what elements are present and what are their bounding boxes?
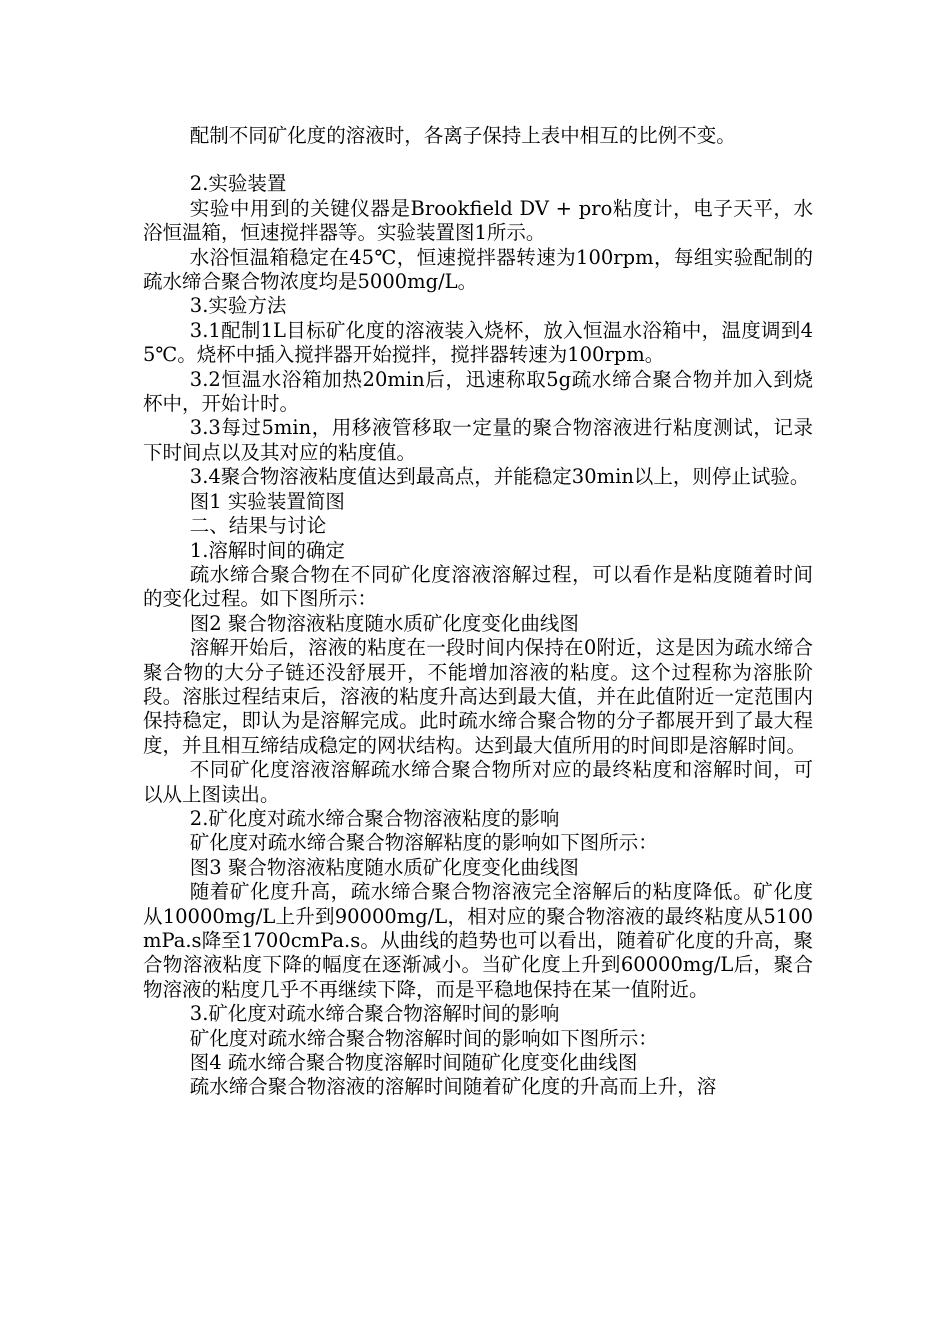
figure-caption: 图2 聚合物溶液粘度随水质矿化度变化曲线图 bbox=[189, 611, 579, 635]
paragraph: 实验中用到的关键仪器是Brookfield DV + pro粘度计，电子天平，水浴恒温箱，恒速搅拌器等。实验装置图1所示。 bbox=[143, 196, 813, 245]
figure-caption: 图1 实验装置简图 bbox=[189, 489, 345, 513]
paragraph-intro: 配制不同矿化度的溶液时，各离子保持上表中相互的比例不变。 bbox=[189, 124, 736, 147]
paragraph: 3.4聚合物溶液粘度值达到最高点，并能稳定30min以上，则停止试验。 bbox=[189, 465, 810, 489]
paragraph: 3.1配制1L目标矿化度的溶液装入烧杯，放入恒温水浴箱中，温度调到45℃。烧杯中插入搅拌器开始搅拌，搅拌器转速为100rpm。 bbox=[143, 318, 813, 367]
figure-caption: 图4 疏水缔合聚合物度溶解时间随矿化度变化曲线图 bbox=[189, 1051, 638, 1075]
document-body bbox=[143, 124, 813, 1100]
paragraph: 溶解开始后，溶液的粘度在一段时间内保持在0附近，这是因为疏水缔合聚合物的大分子链还没舒展开，不能增加溶液的粘度。这个过程称为溶胀阶段。溶胀过程结束后，溶液的粘度升高达到最大值，并在此值附近一定范围内保持稳定，即认为是溶解完成。此时疏水缔合聚合物的分子都展开到了最大程度，并且相互缔结成稳定的网状结构。达到最大值所用的时间即是溶解时间。 bbox=[143, 636, 813, 757]
paragraph: 水浴恒温箱稳定在45℃，恒速搅拌器转速为100rpm，每组实验配制的疏水缔合聚合物浓度均是5000mg/L。 bbox=[143, 245, 813, 294]
subsection-heading: 1.溶解时间的确定 bbox=[189, 538, 345, 562]
paragraph: 疏水缔合聚合物在不同矿化度溶液溶解过程，可以看作是粘度随着时间的变化过程。如下图所示： bbox=[143, 562, 813, 611]
paragraph: 疏水缔合聚合物溶液的溶解时间随着矿化度的升高而上升，溶 bbox=[189, 1075, 717, 1099]
paragraph: 不同矿化度溶液溶解疏水缔合聚合物所对应的最终粘度和溶解时间，可以从上图读出。 bbox=[143, 758, 813, 806]
figure-caption: 图3 聚合物溶液粘度随水质矿化度变化曲线图 bbox=[189, 855, 579, 879]
paragraph: 3.2恒温水浴箱加热20min后，迅速称取5g疏水缔合聚合物并加入到烧杯中，开始计时。 bbox=[143, 367, 813, 416]
paragraph: 矿化度对疏水缔合聚合物溶解粘度的影响如下图所示： bbox=[189, 831, 658, 855]
section-heading-apparatus: 2.实验装置 bbox=[189, 172, 287, 196]
paragraph: 矿化度对疏水缔合聚合物溶解时间的影响如下图所示： bbox=[189, 1026, 658, 1050]
paragraph: 随着矿化度升高，疏水缔合聚合物溶液完全溶解后的粘度降低。矿化度从10000mg/L上升到90000mg/L，相对应的聚合物溶液的最终粘度从5100mPa.s降至1700cmPa.s。从曲线的趋势也可以看出，随着矿化度的升高，聚合物溶液粘度下降的幅度在逐渐减小。当矿化度上升到60000mg/L后，聚合物溶液的粘度几乎不再继续下降，而是平稳地保持在某一值附近。 bbox=[143, 880, 813, 1001]
subsection-heading: 2.矿化度对疏水缔合聚合物溶液粘度的影响 bbox=[189, 806, 560, 830]
section-heading-method: 3.实验方法 bbox=[189, 294, 287, 318]
section-heading-results: 二、结果与讨论 bbox=[189, 514, 327, 538]
subsection-heading: 3.矿化度对疏水缔合聚合物溶解时间的影响 bbox=[189, 1002, 560, 1026]
paragraph: 3.3每过5min，用移液管移取一定量的聚合物溶液进行粘度测试，记录下时间点以及其对应的粘度值。 bbox=[143, 416, 813, 464]
